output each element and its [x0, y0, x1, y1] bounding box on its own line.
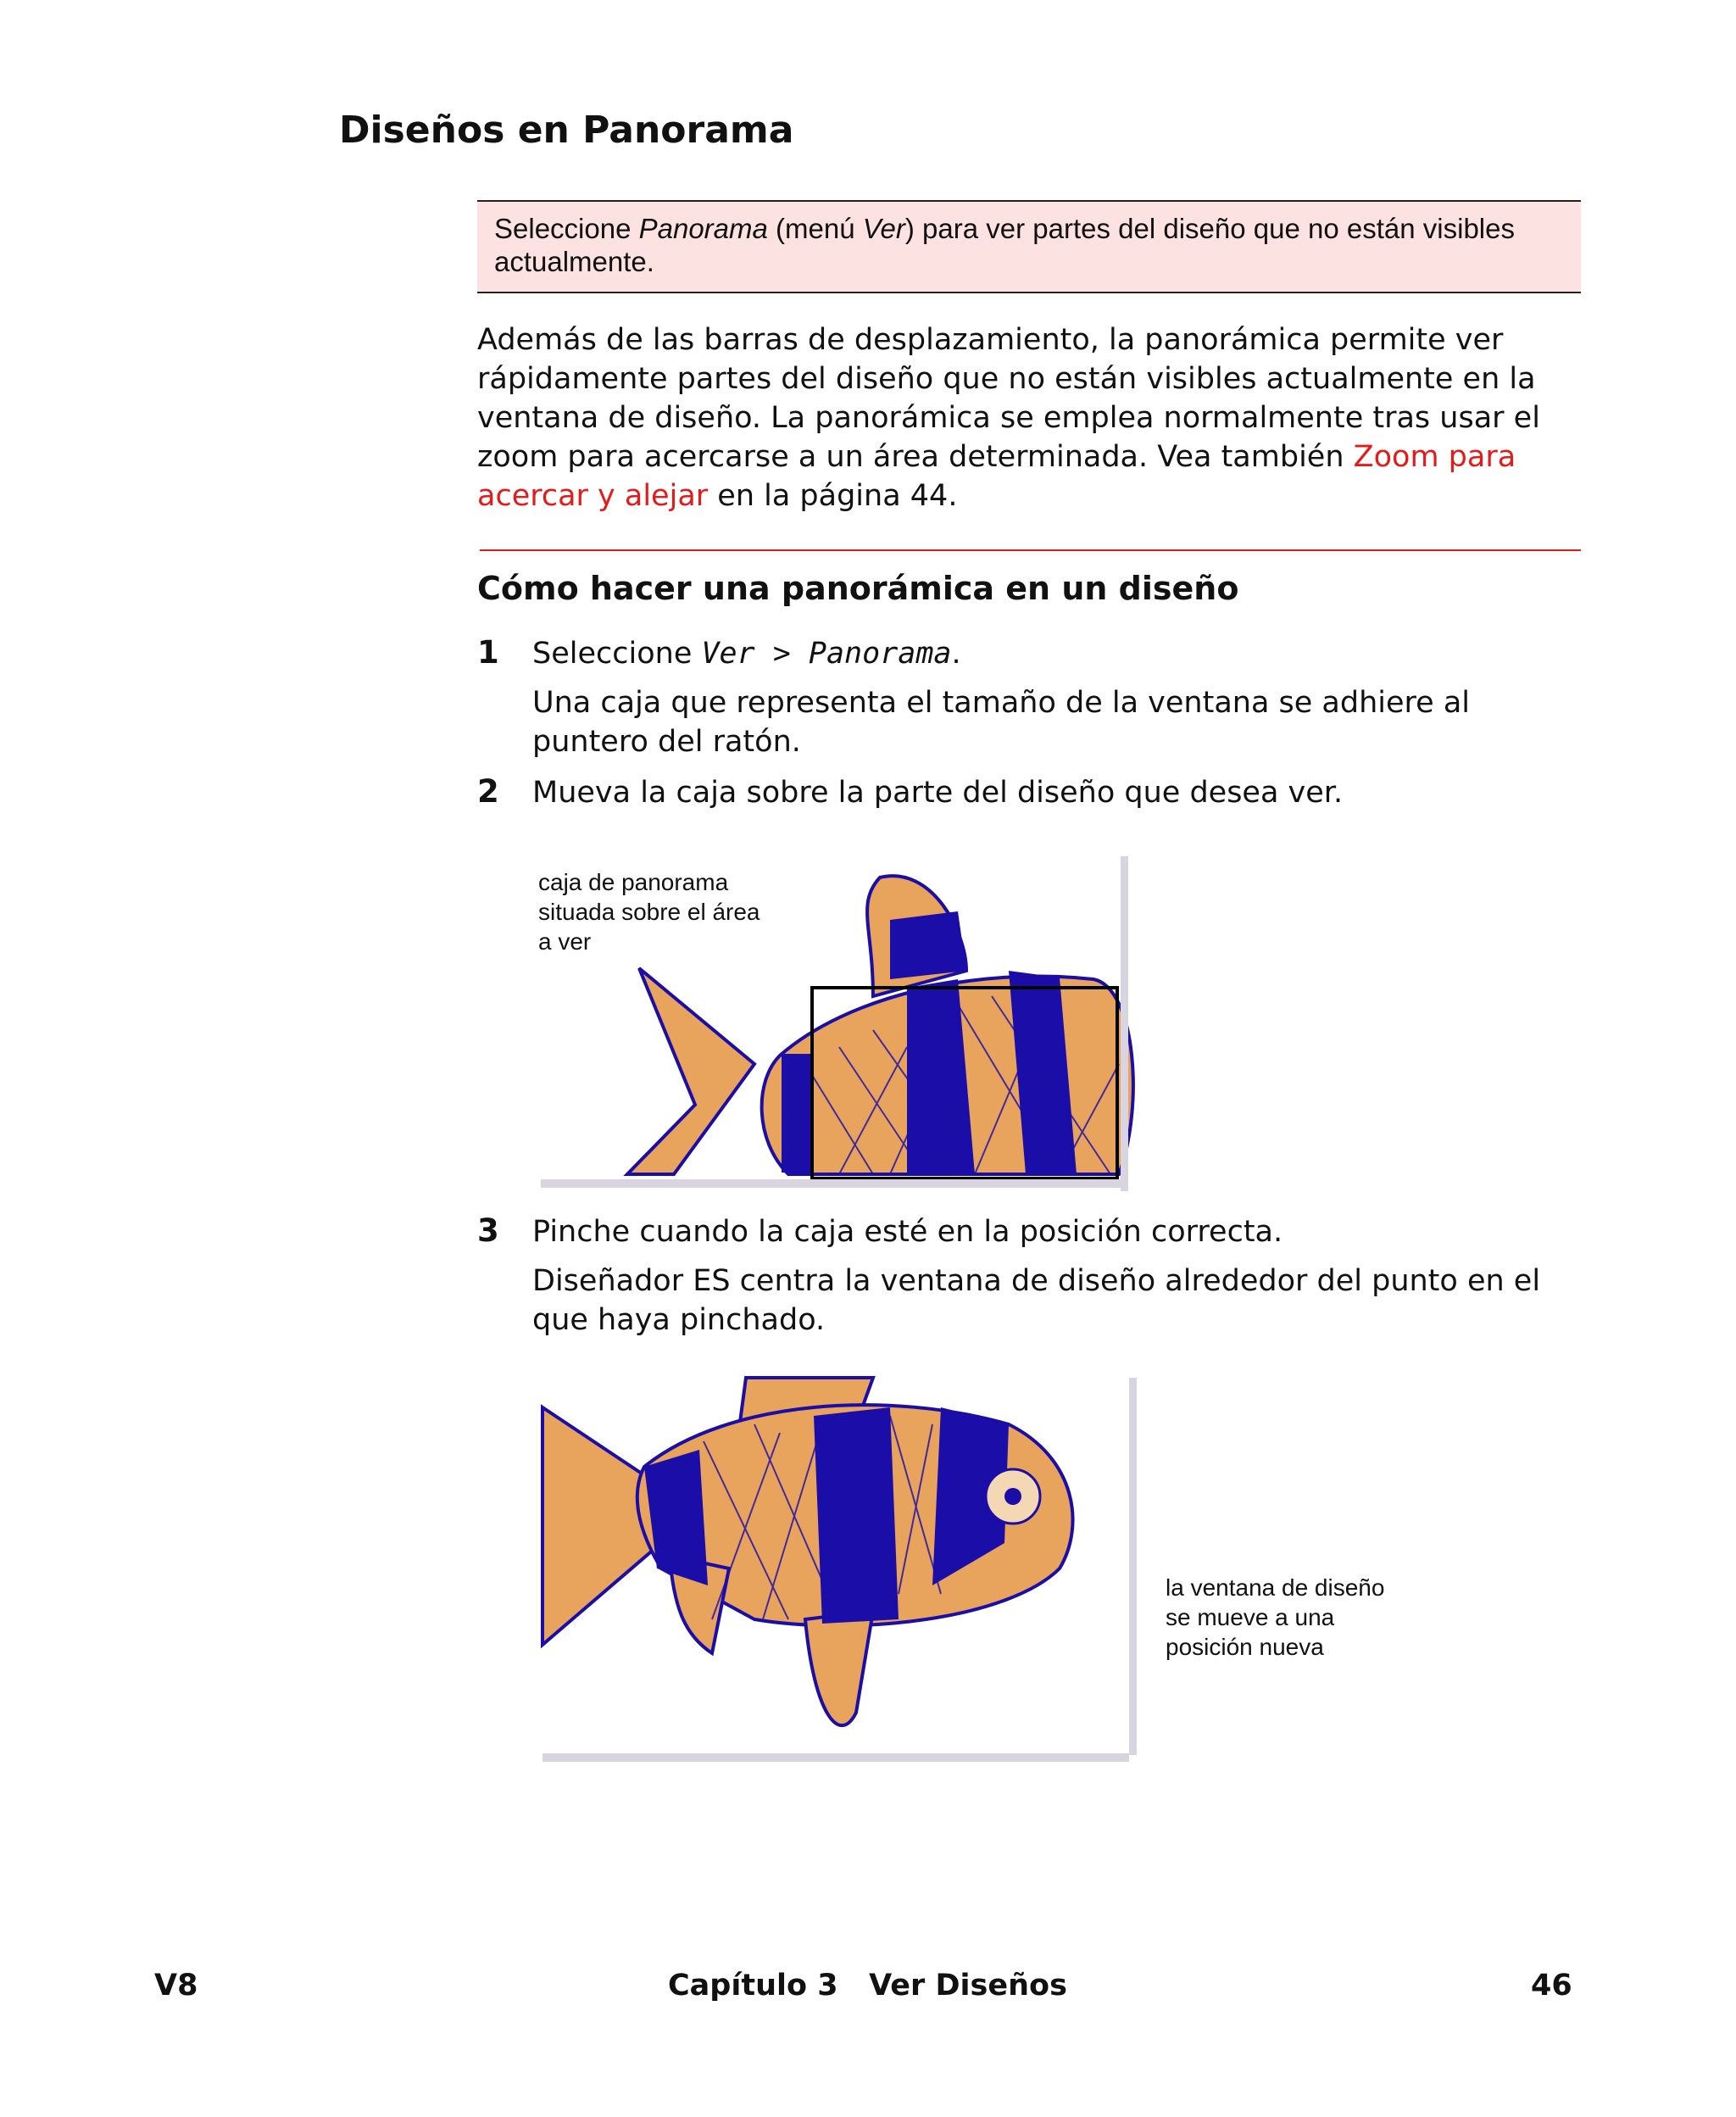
shortcut-suffix: ) para ver partes del diseño que no están visibles actualmente. [494, 213, 1515, 277]
shortcut-note [477, 200, 1581, 293]
figure-panorama-box [534, 852, 1136, 1195]
intro-paragraph [477, 320, 1596, 515]
shortcut-prefix: Seleccione [494, 213, 639, 244]
figure-window-moved [534, 1373, 1466, 1763]
vertical-scrollbar[interactable] [1129, 1378, 1137, 1755]
step-1-detail: Una caja que representa el tamaño de la ventana se adhiere al puntero del ratón. [532, 686, 1470, 759]
step-number: 2 [477, 773, 499, 810]
step-2-text: Mueva la caja sobre la parte del diseño que desea ver. [532, 776, 1344, 810]
figure2-callout [1166, 1573, 1384, 1662]
footer-chapter: Capítulo 3 Ver Diseños [668, 1969, 1067, 2003]
step-1-pre: Seleccione [532, 637, 702, 671]
step-3-text: Pinche cuando la caja esté en la posición correcta. [532, 1215, 1283, 1249]
step-number: 3 [477, 1212, 499, 1249]
callout-line: a ver [538, 928, 592, 955]
shortcut-mid: (menú [767, 213, 863, 244]
callout-line: caja de panorama [538, 869, 729, 895]
footer-page-number: 46 [1531, 1969, 1572, 2003]
callout-line: situada sobre el área [538, 899, 760, 925]
step-1-text [532, 634, 1592, 673]
step-1-post: . [951, 637, 961, 671]
horizontal-scrollbar[interactable] [542, 1753, 1129, 1762]
page-title: Diseños en Panorama [339, 109, 794, 152]
procedure-heading: Cómo hacer una panorámica en un diseño [477, 570, 1239, 607]
callout-line: se mueve a una [1166, 1604, 1335, 1630]
fish-design-moved-illustration [534, 1373, 1144, 1763]
intro-text: Además de las barras de desplazamiento, la panorámica permite ver rápidamente partes del diseño que no están visibles actualmente en la ventana de diseño. La panorámica se emplea normalmente tras usar el zoom para acercarse a un área determinada. Vea también [477, 323, 1540, 474]
callout-line: la ventana de diseño [1166, 1574, 1385, 1601]
callout-line: posición nueva [1166, 1634, 1324, 1660]
section-divider [480, 549, 1581, 551]
shortcut-menu: Ver [862, 213, 905, 244]
footer-version: V8 [154, 1969, 198, 2003]
shortcut-command: Panorama [638, 213, 768, 244]
intro-after: en la página 44. [708, 479, 958, 513]
step-3-detail: Diseñador ES centra la ventana de diseño alrededor del punto en el que haya pinchado. [532, 1264, 1541, 1337]
zoom-link[interactable]: Zoom para acercar y alejar [477, 440, 1516, 513]
vertical-scrollbar[interactable] [1121, 856, 1128, 1191]
horizontal-scrollbar[interactable] [541, 1179, 1121, 1188]
step-number: 1 [477, 634, 499, 671]
figure1-callout [538, 867, 760, 956]
step-1-menu-path: Ver > Panorama [701, 637, 952, 671]
